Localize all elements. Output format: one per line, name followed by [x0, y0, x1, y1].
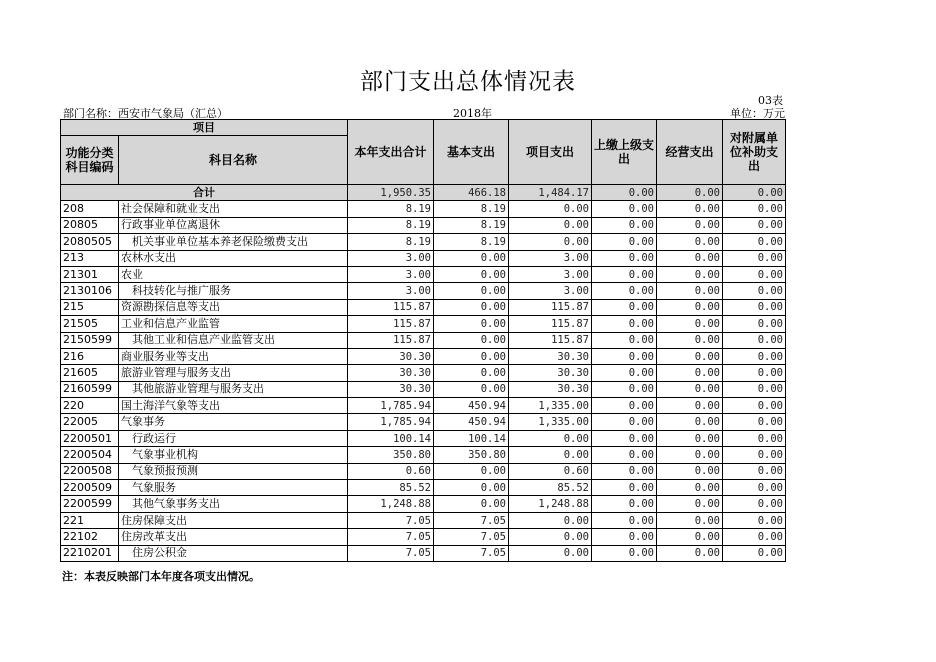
row-value: 3.00	[348, 250, 434, 266]
row-value: 3.00	[509, 266, 592, 282]
total-value: 1,484.17	[509, 185, 592, 201]
row-value: 0.00	[592, 512, 657, 528]
meta-line	[61, 105, 785, 119]
table-number: 03表	[758, 94, 783, 107]
row-value: 115.87	[348, 332, 434, 348]
row-value: 0.00	[509, 512, 592, 528]
table-row	[61, 217, 786, 233]
row-value: 0.00	[592, 447, 657, 463]
row-code: 220	[61, 398, 119, 414]
row-value: 1,248.88	[509, 496, 592, 512]
row-value: 0.00	[592, 529, 657, 545]
row-value: 0.00	[723, 234, 786, 250]
table-row	[61, 381, 786, 397]
row-name: 商业服务业等支出	[119, 348, 348, 364]
row-name: 住房改革支出	[119, 529, 348, 545]
row-name: 科技转化与推广服务	[119, 283, 348, 299]
row-value: 0.00	[592, 234, 657, 250]
row-value: 0.00	[592, 430, 657, 446]
row-value: 1,785.94	[348, 398, 434, 414]
row-value: 0.00	[434, 316, 509, 332]
row-value: 30.30	[348, 348, 434, 364]
row-value: 0.00	[434, 480, 509, 496]
row-value: 350.80	[348, 447, 434, 463]
row-value: 0.00	[723, 430, 786, 446]
row-name: 社会保障和就业支出	[119, 201, 348, 217]
row-name: 行政运行	[119, 430, 348, 446]
page-title: 部门支出总体情况表	[360, 69, 576, 95]
row-value: 8.19	[434, 217, 509, 233]
row-value: 1,785.94	[348, 414, 434, 430]
row-value: 0.00	[434, 332, 509, 348]
row-name: 工业和信息产业监管	[119, 316, 348, 332]
header-business: 经营支出	[657, 120, 723, 185]
row-value: 0.00	[723, 496, 786, 512]
row-value: 8.19	[348, 234, 434, 250]
row-value: 85.52	[509, 480, 592, 496]
row-value: 0.00	[657, 414, 723, 430]
row-value: 0.00	[592, 414, 657, 430]
table-row	[61, 447, 786, 463]
row-value: 0.00	[723, 512, 786, 528]
row-value: 3.00	[348, 266, 434, 282]
row-value: 0.00	[657, 381, 723, 397]
row-value: 0.00	[723, 381, 786, 397]
row-value: 0.00	[509, 529, 592, 545]
row-code: 221	[61, 512, 119, 528]
row-value: 0.60	[509, 463, 592, 479]
row-code: 2160599	[61, 381, 119, 397]
row-code: 208	[61, 201, 119, 217]
row-value: 0.00	[657, 266, 723, 282]
row-value: 0.00	[592, 496, 657, 512]
row-value: 1,335.00	[509, 414, 592, 430]
row-name: 行政事业单位离退休	[119, 217, 348, 233]
fiscal-year: 2018年	[453, 107, 492, 120]
row-value: 450.94	[434, 398, 509, 414]
row-value: 115.87	[348, 316, 434, 332]
table-row	[61, 529, 786, 545]
row-value: 30.30	[348, 381, 434, 397]
row-value: 0.00	[657, 348, 723, 364]
row-value: 30.30	[509, 348, 592, 364]
row-value: 0.00	[434, 266, 509, 282]
row-code: 216	[61, 348, 119, 364]
row-name: 气象事业机构	[119, 447, 348, 463]
row-code: 21505	[61, 316, 119, 332]
unit-label: 单位：万元	[730, 107, 785, 120]
row-value: 0.00	[657, 201, 723, 217]
row-value: 0.00	[509, 430, 592, 446]
row-value: 0.00	[592, 398, 657, 414]
row-value: 0.00	[657, 480, 723, 496]
table-row	[61, 512, 786, 528]
row-value: 0.00	[723, 447, 786, 463]
row-value: 0.00	[723, 365, 786, 381]
row-value: 7.05	[348, 512, 434, 528]
row-code: 2130106	[61, 283, 119, 299]
row-value: 0.00	[723, 316, 786, 332]
header-basic: 基本支出	[434, 120, 509, 185]
row-value: 0.00	[723, 529, 786, 545]
row-value: 0.00	[657, 234, 723, 250]
row-name: 旅游业管理与服务支出	[119, 365, 348, 381]
row-code: 20805	[61, 217, 119, 233]
row-value: 0.00	[723, 250, 786, 266]
row-name: 农业	[119, 266, 348, 282]
table-row	[61, 201, 786, 217]
row-value: 0.00	[657, 512, 723, 528]
table-row	[61, 463, 786, 479]
row-code: 2200508	[61, 463, 119, 479]
total-value: 0.00	[657, 185, 723, 201]
table-row	[61, 545, 786, 561]
row-value: 0.00	[509, 545, 592, 561]
row-value: 85.52	[348, 480, 434, 496]
row-name: 其他旅游业管理与服务支出	[119, 381, 348, 397]
row-code: 2080505	[61, 234, 119, 250]
table-row	[61, 332, 786, 348]
total-value: 1,950.35	[348, 185, 434, 201]
row-value: 0.00	[657, 398, 723, 414]
row-code: 2210201	[61, 545, 119, 561]
row-code: 2150599	[61, 332, 119, 348]
row-name: 资源勘探信息等支出	[119, 299, 348, 315]
total-label: 合计	[61, 185, 348, 201]
row-value: 0.00	[723, 398, 786, 414]
row-code: 22005	[61, 414, 119, 430]
row-value: 0.00	[723, 299, 786, 315]
row-name: 住房公积金	[119, 545, 348, 561]
row-value: 0.00	[723, 201, 786, 217]
total-value: 0.00	[592, 185, 657, 201]
row-value: 0.00	[657, 299, 723, 315]
row-value: 0.00	[657, 545, 723, 561]
row-value: 0.00	[434, 365, 509, 381]
table-row	[61, 480, 786, 496]
row-value: 115.87	[509, 299, 592, 315]
row-value: 7.05	[348, 545, 434, 561]
row-value: 0.00	[723, 217, 786, 233]
row-value: 8.19	[434, 234, 509, 250]
row-value: 0.00	[509, 217, 592, 233]
row-value: 0.00	[592, 266, 657, 282]
table-row	[61, 250, 786, 266]
row-value: 7.05	[434, 512, 509, 528]
row-name: 机关事业单位基本养老保险缴费支出	[119, 234, 348, 250]
header-item: 项目	[61, 120, 348, 136]
row-value: 8.19	[434, 201, 509, 217]
row-value: 0.00	[434, 381, 509, 397]
row-value: 0.00	[723, 480, 786, 496]
footnote: 注：本表反映部门本年度各项支出情况。	[62, 570, 260, 583]
row-value: 7.05	[434, 545, 509, 561]
row-value: 0.00	[657, 217, 723, 233]
row-value: 0.00	[723, 332, 786, 348]
row-value: 1,248.88	[348, 496, 434, 512]
row-value: 7.05	[348, 529, 434, 545]
table-row	[61, 266, 786, 282]
row-value: 8.19	[348, 217, 434, 233]
row-name: 住房保障支出	[119, 512, 348, 528]
row-value: 0.00	[592, 545, 657, 561]
row-value: 0.00	[509, 447, 592, 463]
total-value: 466.18	[434, 185, 509, 201]
row-value: 8.19	[348, 201, 434, 217]
row-value: 0.00	[592, 299, 657, 315]
row-value: 0.60	[348, 463, 434, 479]
table-row	[61, 316, 786, 332]
row-value: 0.00	[657, 529, 723, 545]
row-value: 3.00	[509, 250, 592, 266]
row-value: 0.00	[657, 283, 723, 299]
row-value: 0.00	[657, 250, 723, 266]
row-value: 0.00	[592, 463, 657, 479]
table-row	[61, 299, 786, 315]
row-value: 0.00	[657, 316, 723, 332]
row-value: 100.14	[348, 430, 434, 446]
row-value: 0.00	[434, 299, 509, 315]
header-name: 科目名称	[119, 136, 348, 185]
header-project: 项目支出	[509, 120, 592, 185]
row-code: 21605	[61, 365, 119, 381]
table-row	[61, 365, 786, 381]
row-value: 0.00	[434, 283, 509, 299]
department-name: 部门名称：西安市气象局（汇总）	[63, 107, 228, 120]
row-value: 1,335.00	[509, 398, 592, 414]
row-value: 0.00	[592, 283, 657, 299]
row-code: 2200509	[61, 480, 119, 496]
row-value: 0.00	[723, 414, 786, 430]
row-value: 0.00	[509, 201, 592, 217]
row-value: 0.00	[592, 250, 657, 266]
row-code: 22102	[61, 529, 119, 545]
total-row	[61, 185, 786, 201]
row-name: 气象服务	[119, 480, 348, 496]
row-code: 215	[61, 299, 119, 315]
row-name: 气象事务	[119, 414, 348, 430]
table-row	[61, 234, 786, 250]
row-value: 0.00	[657, 447, 723, 463]
row-value: 0.00	[592, 201, 657, 217]
row-value: 100.14	[434, 430, 509, 446]
row-value: 0.00	[723, 266, 786, 282]
row-value: 0.00	[657, 365, 723, 381]
row-value: 0.00	[434, 496, 509, 512]
row-value: 0.00	[657, 430, 723, 446]
table-row	[61, 398, 786, 414]
row-value: 3.00	[348, 283, 434, 299]
row-value: 0.00	[592, 316, 657, 332]
expenditure-table	[60, 119, 786, 562]
row-value: 0.00	[592, 217, 657, 233]
row-value: 3.00	[509, 283, 592, 299]
row-value: 0.00	[434, 250, 509, 266]
header-total: 本年支出合计	[348, 120, 434, 185]
header-subsidy: 对附属单位补助支出	[723, 120, 786, 185]
row-code: 2200504	[61, 447, 119, 463]
row-value: 0.00	[592, 332, 657, 348]
row-value: 0.00	[723, 283, 786, 299]
table-row	[61, 496, 786, 512]
row-value: 115.87	[509, 332, 592, 348]
row-value: 0.00	[509, 234, 592, 250]
row-code: 21301	[61, 266, 119, 282]
row-value: 0.00	[723, 463, 786, 479]
row-code: 2200501	[61, 430, 119, 446]
row-value: 0.00	[434, 463, 509, 479]
row-value: 0.00	[434, 348, 509, 364]
row-value: 0.00	[592, 365, 657, 381]
row-value: 0.00	[657, 463, 723, 479]
table-row	[61, 430, 786, 446]
table-row	[61, 348, 786, 364]
row-name: 气象预报预测	[119, 463, 348, 479]
header-code: 功能分类科目编码	[61, 136, 119, 185]
row-value: 0.00	[592, 348, 657, 364]
row-value: 30.30	[509, 381, 592, 397]
row-value: 450.94	[434, 414, 509, 430]
row-value: 7.05	[434, 529, 509, 545]
row-value: 30.30	[509, 365, 592, 381]
row-value: 0.00	[723, 545, 786, 561]
row-code: 213	[61, 250, 119, 266]
total-value: 0.00	[723, 185, 786, 201]
table-row	[61, 414, 786, 430]
row-code: 2200599	[61, 496, 119, 512]
row-value: 0.00	[592, 381, 657, 397]
row-value: 0.00	[592, 480, 657, 496]
row-name: 国土海洋气象等支出	[119, 398, 348, 414]
table-row	[61, 283, 786, 299]
row-value: 0.00	[657, 332, 723, 348]
row-name: 农林水支出	[119, 250, 348, 266]
row-value: 30.30	[348, 365, 434, 381]
header-upper: 上缴上级支出	[592, 120, 657, 185]
row-value: 115.87	[348, 299, 434, 315]
row-value: 115.87	[509, 316, 592, 332]
row-name: 其他工业和信息产业监管支出	[119, 332, 348, 348]
row-value: 0.00	[657, 496, 723, 512]
row-value: 350.80	[434, 447, 509, 463]
row-value: 0.00	[723, 348, 786, 364]
row-name: 其他气象事务支出	[119, 496, 348, 512]
